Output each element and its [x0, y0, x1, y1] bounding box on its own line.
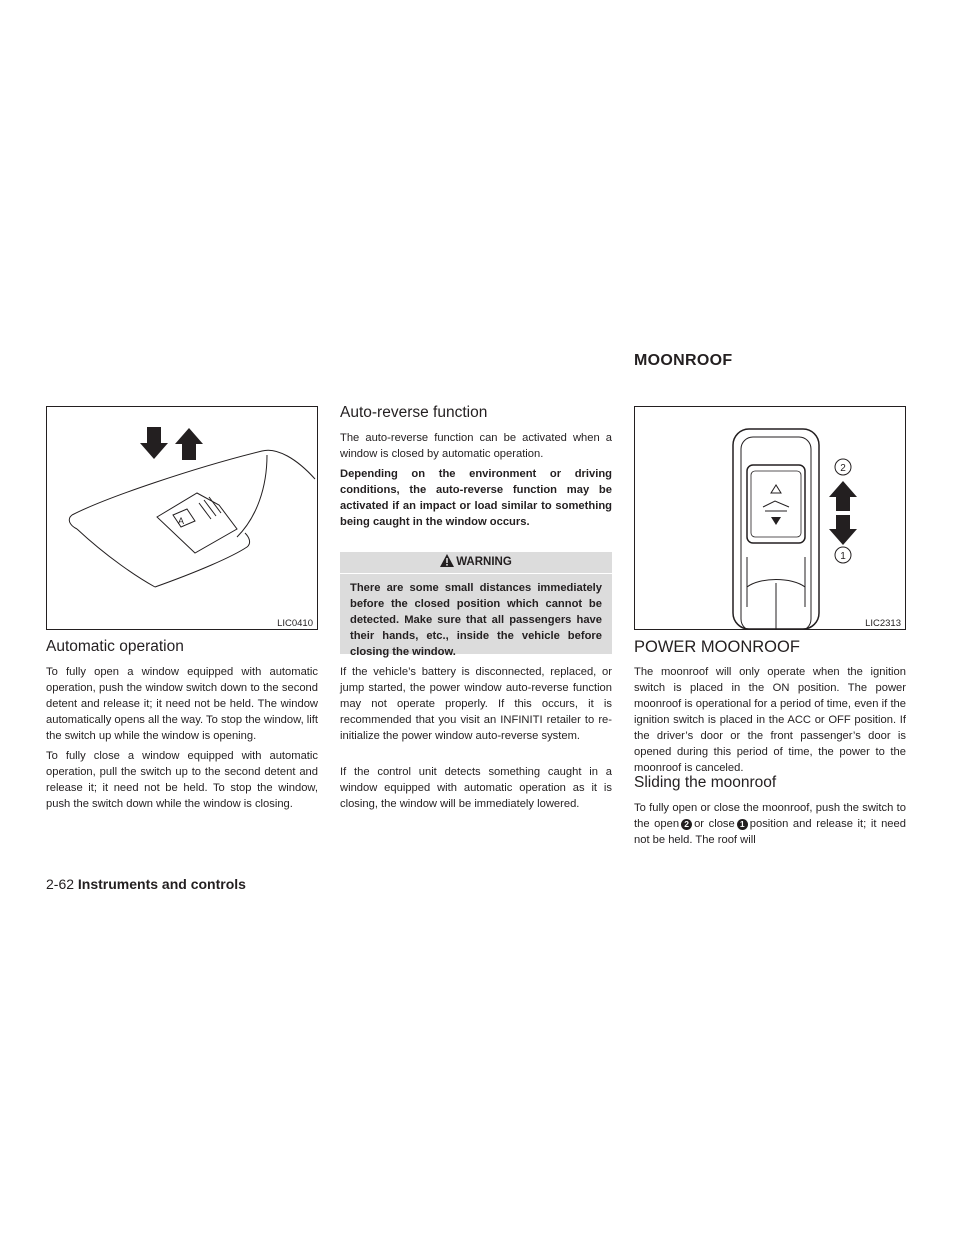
- figure-code: LIC0410: [277, 618, 313, 629]
- up-arrow-icon: [175, 428, 203, 460]
- moonroof-switch-illustration: [635, 407, 905, 629]
- figure-code: LIC2313: [865, 618, 901, 629]
- power-moonroof-para-1: The moonroof will only operate when the ignition switch is placed in the ON position. The power moonroof is operational for a period of time, even if the ignition switch is placed in the ACC or OFF position. If the driver’s door or the front passenger’s door is opened during this period of time, the power to the moonroof is canceled.: [634, 666, 906, 774]
- sliding-text-a: To fully open or close the moonroof, push the switch to the open: [634, 802, 906, 830]
- moonroof-switch-figure: [634, 406, 906, 630]
- down-arrow-icon: [140, 427, 168, 459]
- auto-reverse-heading: Auto-reverse function: [340, 404, 488, 421]
- open-position-number: 2: [681, 819, 692, 830]
- sliding-text-b: or close: [694, 818, 735, 830]
- warning-text: There are some small distances immediately before the closed position which cannot be detected. Make sure that all passengers have their hands, etc., inside the vehicle before closing the window.: [350, 582, 602, 658]
- section-title: Instruments and controls: [77, 876, 246, 892]
- page-footer: [46, 876, 246, 892]
- open-arrow-icon: [829, 481, 857, 511]
- close-position-number: 1: [737, 819, 748, 830]
- page-number: 2-62: [46, 876, 75, 892]
- warning-triangle-icon: [440, 554, 454, 567]
- auto-reverse-para-4: If the control unit detects something caught in a window equipped with automatic operation as it is closing, the window will be immediately lowered.: [340, 766, 612, 810]
- auto-reverse-para-2: Depending on the environment or driving conditions, the auto-reverse function may be activated if an impact or load similar to something being caught in the window occurs.: [340, 468, 612, 528]
- sliding-moonroof-heading: Sliding the moonroof: [634, 774, 777, 791]
- svg-text:A: A: [178, 516, 185, 526]
- callout-2: 2: [840, 463, 846, 474]
- automatic-operation-para-1: To fully open a window equipped with automatic operation, push the window switch down to the second detent and release it; it need not be held. The window automatically opens all the way. To stop the window, lift the switch up while the window is opening.: [46, 666, 318, 742]
- automatic-operation-para-2: To fully close a window equipped with automatic operation, pull the switch up to the second detent and release it; it need not be held. To stop the window, push the switch down while the window is closing.: [46, 750, 318, 810]
- callout-1: 1: [840, 551, 846, 562]
- auto-reverse-para-1: The auto-reverse function can be activated when a window is closed by automatic operation.: [340, 432, 612, 460]
- sliding-text-c: position and release it; it need not be held. The roof will: [634, 818, 906, 846]
- warning-header: [340, 552, 612, 572]
- warning-box: [340, 552, 612, 658]
- power-moonroof-heading: POWER MOONROOF: [634, 638, 800, 656]
- window-switch-illustration: [47, 407, 317, 629]
- window-switch-figure: [46, 406, 318, 630]
- warning-title: WARNING: [456, 556, 512, 568]
- sliding-moonroof-para: [634, 800, 906, 848]
- section-label: MOONROOF: [634, 352, 733, 369]
- auto-reverse-para-3: If the vehicle’s battery is disconnected, replaced, or jump started, the power window auto-reverse function may not operate properly. If this occurs, it is recommended that you visit an INFINITI retailer to re-initialize the power window auto-reverse system.: [340, 666, 612, 742]
- automatic-operation-heading: Automatic operation: [46, 638, 184, 655]
- close-arrow-icon: [829, 515, 857, 545]
